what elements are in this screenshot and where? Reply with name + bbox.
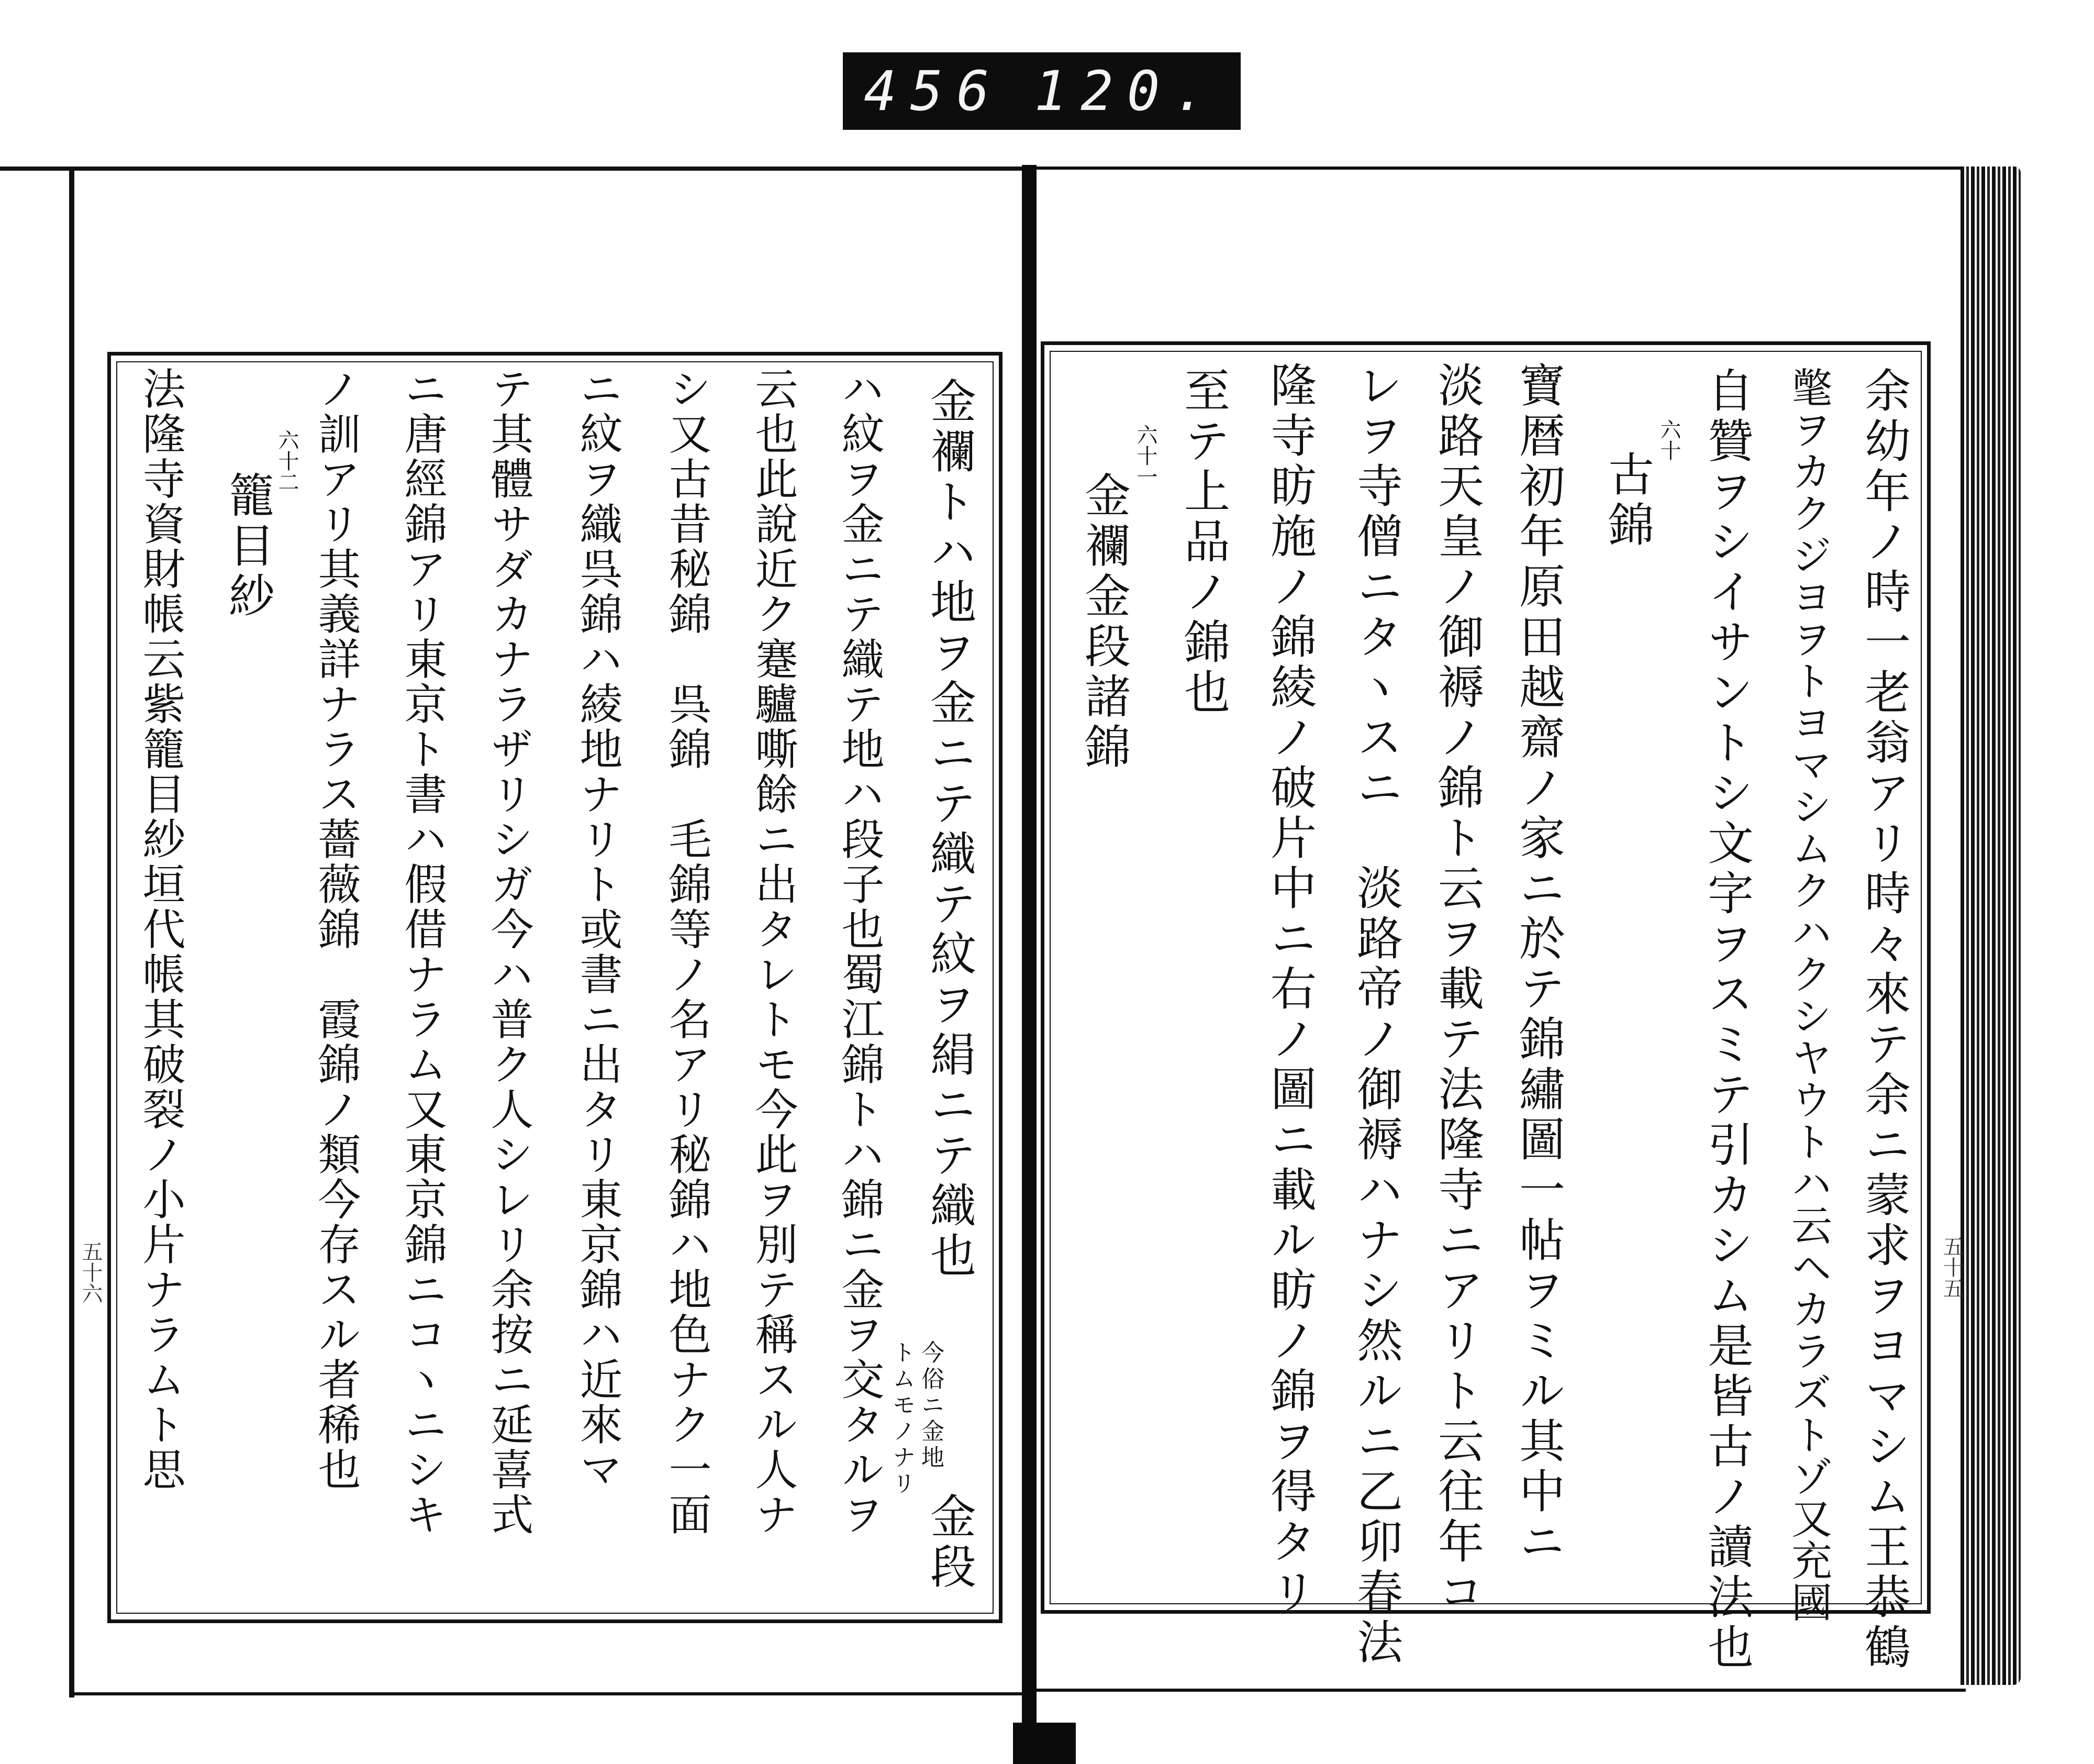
folio-mark: 五十六 — [79, 1241, 103, 1304]
text-column: ニ唐經錦アリ東京ト書ハ假借ナラム又東京錦ニコヽニシキ — [397, 367, 447, 1537]
text-column: ニ紋ヲ織呉錦ハ綾地ナリト或書ニ出タリ東京錦ハ近來マ — [573, 367, 622, 1492]
text-column: 金襴トハ地ヲ金ニテ織テ紋ヲ絹ニテ織也 — [923, 377, 977, 1282]
text-column: 自贊ヲシイサントシ文字ヲスミテ引カシム是皆古ノ讀法也 — [1700, 367, 1754, 1673]
gloss-note: 今俗ニ金地 — [917, 1340, 944, 1471]
section-heading-gold-brocade: 金襴金段諸錦 — [1077, 471, 1131, 773]
text-column: 淡路天皇ノ御褥ノ錦ト云ヲ載テ法隆寺ニアリト云往年コ — [1431, 361, 1485, 1618]
bottom-page-edge-right — [1034, 1689, 1966, 1692]
book-spine — [1022, 165, 1037, 1762]
top-page-edge-right — [1034, 167, 1966, 170]
call-number-label — [843, 52, 1241, 130]
text-column: 法隆寺資財帳云紫籠目紗垣代帳其破裂ノ小片ナラムト思 — [136, 367, 185, 1492]
text-column: レヲ寺僧ニタヽスニ 淡路帝ノ御褥ハナシ然ルニ乙卯春法 — [1350, 361, 1404, 1668]
left-page-edge — [69, 169, 74, 1698]
text-column: シ又古昔秘錦 呉錦 毛錦等ノ名アリ秘錦ハ地色ナク一面 — [662, 367, 711, 1537]
gloss-note: トムモノナリ — [888, 1340, 915, 1497]
top-page-edge — [0, 167, 1026, 171]
section-heading-basket-weave-gauze: 籠目紗 — [221, 471, 275, 622]
text-column: 寶暦初年原田越齋ノ家ニ於テ錦繡圖一帖ヲミル其中ニ — [1512, 361, 1566, 1568]
page-stack-edge — [1961, 167, 2021, 1685]
folio-mark: 五十五 — [1940, 1236, 1964, 1299]
book-spine-foot — [1013, 1723, 1076, 1764]
text-column: 云也此說近ク蹇驢嘶餘ニ出タレトモ今此ヲ別テ稱スル人ナ — [748, 367, 798, 1537]
label-right-number: 120. — [1034, 59, 1220, 123]
entry-number: 六十二 — [275, 429, 299, 492]
section-heading-old-brocade: 古錦 — [1601, 450, 1655, 551]
bottom-page-edge — [73, 1692, 1026, 1695]
text-column-tail: 金段 — [923, 1492, 977, 1593]
text-column: ノ訓アリ其義詳ナラス薔薇錦 霞錦ノ類今存スル者稀也 — [311, 367, 361, 1492]
text-column: 氅ヲカクジヨヲトヨマシムクハクシヤウトハ云ヘカラズトゾ又充國 — [1785, 367, 1832, 1623]
text-column: 余幼年ノ時一老翁アリ時々來テ余ニ蒙求ヲヨマシム王恭鶴 — [1857, 367, 1911, 1673]
text-column: 至テ上品ノ錦也 — [1177, 367, 1231, 718]
entry-number: 六十一 — [1133, 424, 1157, 487]
text-column: 隆寺眆施ノ錦綾ノ破片中ニ右ノ圖ニ載ル眆ノ錦ヲ得タリ — [1263, 361, 1317, 1618]
text-column: ハ紋ヲ金ニテ織テ地ハ段子也蜀江錦トハ錦ニ金ヲ交タルヲ — [834, 367, 884, 1537]
text-column: テ其體サダカナラザリシガ今ハ普ク人シレリ余按ニ延喜式 — [484, 367, 533, 1537]
label-left-number: 456 — [864, 59, 1003, 123]
entry-number: 六十 — [1657, 419, 1681, 461]
